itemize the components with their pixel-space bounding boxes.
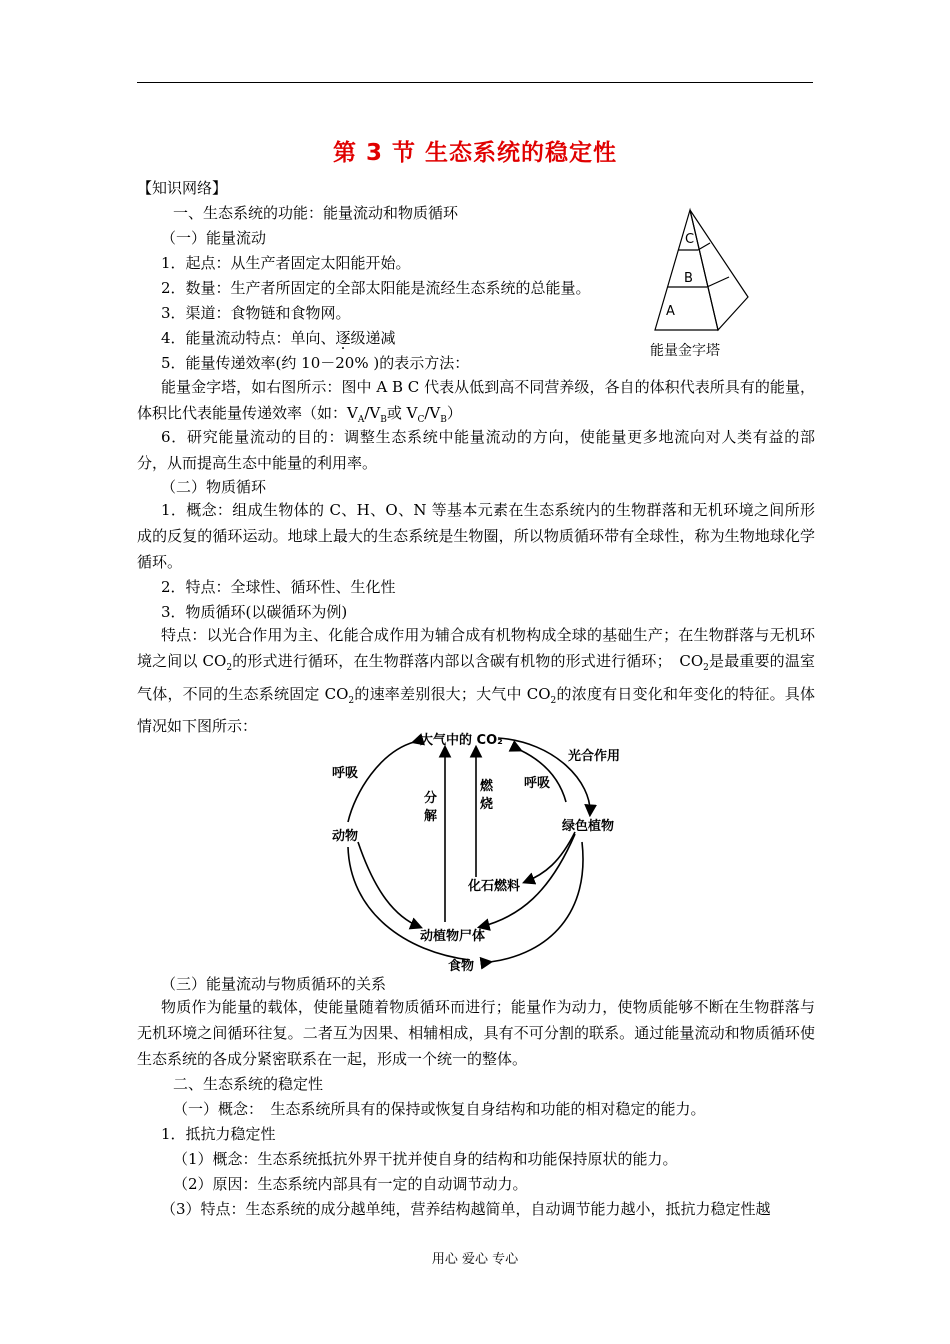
- section-label: 【知识网络】: [137, 179, 228, 197]
- list-item-prefix: 4．能量流动特点：: [161, 329, 291, 347]
- label-food: 食物: [448, 959, 475, 974]
- label-remains: 动植物尸体: [420, 929, 486, 944]
- page-footer: 用心 爱心 专心: [431, 1252, 519, 1267]
- list-item: （1）概念：生态系统抵抗外界干扰并使自身的结构和功能保持原状的能力。: [173, 1150, 678, 1168]
- pyramid-label-b: B: [684, 271, 693, 286]
- pyramid-label-a: A: [666, 304, 675, 319]
- list-item: 3．渠道：食物链和食物网。: [161, 304, 351, 322]
- pyramid-side-face: [690, 210, 748, 330]
- carbon-cycle-diagram: [320, 722, 640, 974]
- paragraph-purpose: 6．研究能量流动的目的：调整生态系统中能量流动的方向，使能量更多地流向对人类有益的部分，从而提高生态中能量的利用率。: [137, 428, 815, 472]
- label-combustion-1: 燃: [480, 779, 494, 794]
- pyramid-front-face: [655, 210, 718, 330]
- subheading-material-cycle: （二）物质循环: [161, 478, 267, 496]
- label-atmosphere-co2: 大气中的 CO₂: [420, 733, 503, 748]
- pyramid-caption: 能量金字塔: [650, 343, 720, 359]
- label-fossil-fuel: 化石燃料: [468, 879, 521, 894]
- page-title: 第 3 节 生态系统的稳定性: [332, 140, 618, 166]
- paragraph-pyramid: 能量金字塔，如右图所示：图中 A B C 代表从低到高不同营养级，各自的体积代表所具有的能量，体积比代表能量传递效率（如：$V_A/V_B$或 $V_C/V_B$）: [137, 378, 815, 425]
- list-item: 2．特点：全球性、循环性、生化性: [161, 578, 396, 596]
- subheading-energy-flow: （一）能量流动: [161, 229, 267, 247]
- heading-1: 一、生态系统的功能：能量流动和物质循环: [173, 204, 459, 222]
- pyramid-label-c: C: [685, 232, 695, 247]
- list-item: （3）特点：生态系统的成分越单纯，营养结构越简单，自动调节能力越小，抵抗力稳定性越: [161, 1200, 771, 1218]
- label-decomposition-2: 解: [424, 809, 438, 824]
- heading-2: 二、生态系统的稳定性: [173, 1075, 324, 1093]
- label-green-plants: 绿色植物: [562, 819, 615, 834]
- list-item: （2）原因：生态系统内部具有一定的自动调节动力。: [173, 1175, 528, 1193]
- list-item: 3．物质循环(以碳循环为例): [161, 603, 348, 621]
- label-combustion-2: 烧: [480, 797, 494, 812]
- list-item: 1．起点：从生产者固定太阳能开始。: [161, 254, 411, 272]
- paragraph-concept: 1．概念：组成生物体的 C、H、O、N 等基本元素在生态系统内的生物群落和无机环境之间所形成的反复的循环运动。地球上最大的生态系统是生物圈，所以物质循环带有全球性，称为生物地球化学循环。: [137, 501, 815, 571]
- list-item: 2．数量：生产者所固定的全部太阳能是流经生态系统的总能量。: [161, 279, 591, 297]
- emphasis-dotted: 单向、逐级递减 ·: [291, 329, 396, 347]
- label-respiration-right: 呼吸: [524, 776, 551, 791]
- paragraph-carbon-features: 特点：以光合作用为主、化能合成作用为辅合成有机物构成全球的基础生产；在生物群落与无机环境之间以 $CO_2$的形式进行循环，在生物群落内部以含碳有机物的形式进行循环； $CO_2$是最重要的温室气体，不同的生态系统固定 $CO_2$的速率差别很大；大气中 $CO_2$的浓度有日变化和年变化的特征。具体情况如下图所示：: [137, 626, 816, 736]
- subheading-relationship: （三）能量流动与物质循环的关系: [161, 975, 387, 993]
- label-respiration-left: 呼吸: [332, 766, 359, 781]
- label-photosynthesis: 光合作用: [568, 749, 621, 764]
- label-decomposition-1: 分: [424, 791, 438, 806]
- label-animals: 动物: [332, 829, 359, 844]
- energy-pyramid-figure: [640, 205, 760, 365]
- list-item: [161, 328, 396, 348]
- list-item: 1．抵抗力稳定性: [161, 1125, 276, 1143]
- list-item: 5．能量传递效率(约 10－20% )的表示方法：: [161, 354, 470, 372]
- paragraph-relationship: 物质作为能量的载体，使能量随着物质循环而进行；能量作为动力，使物质能够不断在生物群落与无机环境之间循环往复。二者互为因果、相辅相成，具有不可分割的联系。通过能量流动和物质循环使生态系统的各成分紧密联系在一起，形成一个统一的整体。: [137, 998, 815, 1068]
- header-rule: [137, 82, 813, 83]
- definition-line: （一）概念： 生态系统所具有的保持或恢复自身结构和功能的相对稳定的能力。: [173, 1100, 706, 1118]
